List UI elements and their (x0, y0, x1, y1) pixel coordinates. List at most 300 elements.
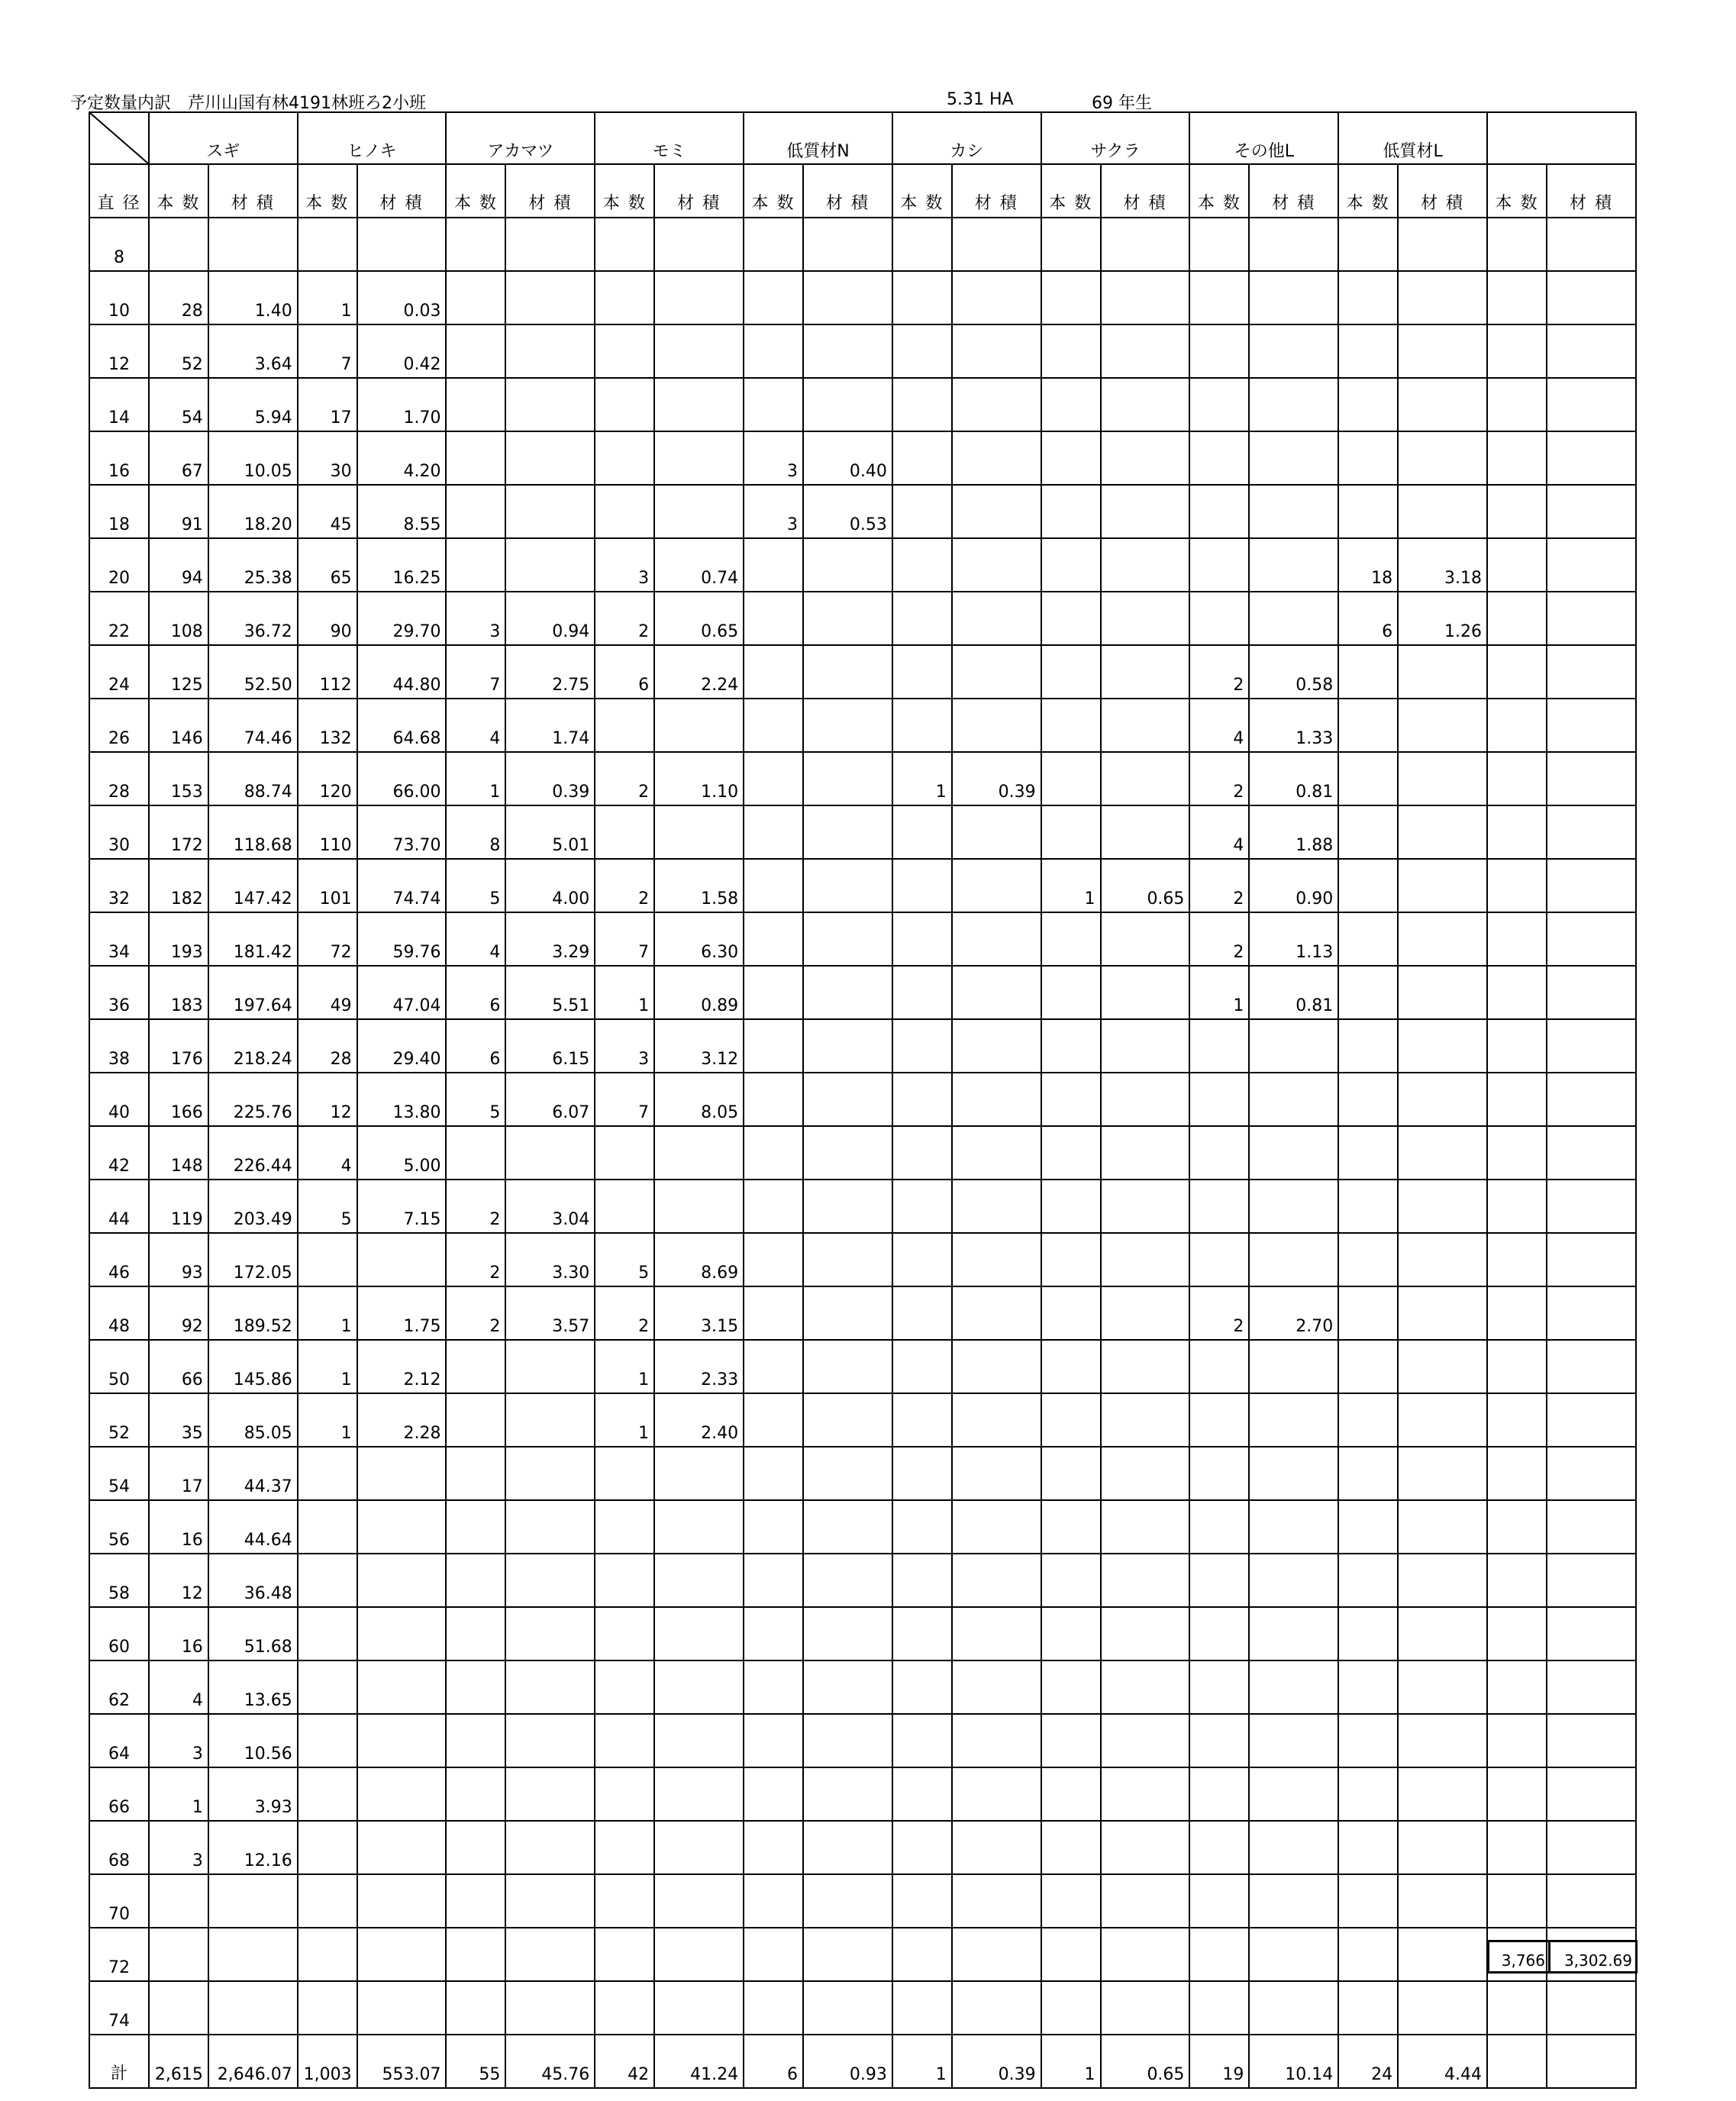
count-cell: 28 (149, 271, 208, 324)
count-cell (1189, 431, 1249, 485)
count-cell (1487, 1607, 1547, 1660)
count-cell (1338, 645, 1398, 699)
volume-cell (803, 1393, 892, 1447)
count-cell (1189, 1607, 1249, 1660)
volume-cell (1249, 1180, 1338, 1233)
volume-cell: 0.65 (1101, 859, 1190, 912)
count-cell (1041, 1767, 1101, 1821)
count-cell: 7 (446, 645, 505, 699)
volume-cell (1101, 1821, 1190, 1874)
volume-cell (505, 324, 595, 378)
count-cell (1338, 1660, 1398, 1714)
volume-cell (952, 1500, 1041, 1554)
volume-cell: 0.39 (952, 752, 1041, 805)
volume-header: 材 積 (505, 164, 595, 218)
volume-cell: 0.03 (357, 271, 447, 324)
count-cell: 2 (446, 1286, 505, 1340)
count-header: 本 数 (149, 164, 208, 218)
volume-header: 材 積 (1249, 164, 1338, 218)
count-cell (1487, 859, 1547, 912)
volume-cell: 85.05 (208, 1393, 298, 1447)
count-cell: 4 (149, 1660, 208, 1714)
count-cell (1338, 1340, 1398, 1393)
count-cell (1338, 1767, 1398, 1821)
volume-cell: 7.15 (357, 1180, 447, 1233)
volume-cell: 118.68 (208, 805, 298, 859)
diameter-cell: 60 (89, 1607, 149, 1660)
volume-cell (357, 1500, 447, 1554)
volume-cell: 47.04 (357, 966, 447, 1019)
table-row (89, 1660, 1636, 1714)
table-row (89, 1180, 1636, 1233)
count-cell (1338, 1821, 1398, 1874)
volume-cell (1547, 1500, 1636, 1554)
count-cell (1041, 752, 1101, 805)
count-cell (595, 1660, 654, 1714)
species-header (1487, 112, 1636, 164)
volume-cell (1398, 485, 1487, 538)
volume-cell (1249, 1073, 1338, 1126)
count-cell (298, 1767, 357, 1821)
count-cell (744, 218, 803, 271)
volume-cell (1101, 699, 1190, 752)
volume-header: 材 積 (803, 164, 892, 218)
count-header: 本 数 (1338, 164, 1398, 218)
volume-cell (952, 1073, 1041, 1126)
count-cell: 110 (298, 805, 357, 859)
volume-cell (1547, 324, 1636, 378)
count-cell (298, 1233, 357, 1286)
volume-cell (1249, 1874, 1338, 1928)
volume-cell (1249, 1233, 1338, 1286)
volume-cell (1249, 1821, 1338, 1874)
volume-cell: 197.64 (208, 966, 298, 1019)
count-cell: 7 (595, 912, 654, 966)
volume-cell (803, 1233, 892, 1286)
diameter-cell: 44 (89, 1180, 149, 1233)
volume-cell (505, 431, 595, 485)
count-cell: 1 (892, 752, 952, 805)
count-cell: 132 (298, 699, 357, 752)
volume-cell (505, 1126, 595, 1180)
volume-cell (952, 1340, 1041, 1393)
count-cell (1338, 1233, 1398, 1286)
volume-cell (654, 699, 744, 752)
volume-cell (654, 1874, 744, 1928)
diameter-cell: 72 (89, 1928, 149, 1981)
count-cell (1487, 805, 1547, 859)
count-cell (744, 1019, 803, 1073)
table-row (89, 1447, 1636, 1500)
count-cell: 1 (298, 1286, 357, 1340)
count-header: 本 数 (298, 164, 357, 218)
volume-cell (1249, 1660, 1338, 1714)
count-cell (1041, 1447, 1101, 1500)
count-cell (1041, 1607, 1101, 1660)
volume-cell (505, 1500, 595, 1554)
diameter-cell: 26 (89, 699, 149, 752)
count-cell: 4 (1189, 699, 1249, 752)
count-cell (1487, 1126, 1547, 1180)
count-cell (446, 218, 505, 271)
count-cell: 119 (149, 1180, 208, 1233)
volume-cell: 36.72 (208, 592, 298, 645)
count-cell (1041, 1126, 1101, 1180)
volume-cell (1398, 645, 1487, 699)
count-cell (595, 805, 654, 859)
volume-cell: 1.74 (505, 699, 595, 752)
species-header: その他L (1189, 112, 1338, 164)
volume-cell (1398, 1874, 1487, 1928)
volume-cell: 2.40 (654, 1393, 744, 1447)
volume-cell (952, 1660, 1041, 1714)
count-cell (1338, 859, 1398, 912)
grand-total-volume: 3,302.69 (1550, 1941, 1637, 1973)
count-cell: 17 (149, 1447, 208, 1500)
count-cell (892, 271, 952, 324)
volume-cell (1101, 1126, 1190, 1180)
count-cell (298, 1874, 357, 1928)
count-cell: 112 (298, 645, 357, 699)
count-cell (1189, 1981, 1249, 2035)
count-cell (744, 912, 803, 966)
volume-cell (1249, 1767, 1338, 1821)
count-cell: 67 (149, 431, 208, 485)
volume-header: 材 積 (357, 164, 447, 218)
count-cell (1487, 1447, 1547, 1500)
volume-cell (1101, 912, 1190, 966)
table-row (89, 592, 1636, 645)
count-cell: 12 (149, 1554, 208, 1607)
count-cell (892, 485, 952, 538)
count-cell: 2 (1189, 1286, 1249, 1340)
count-cell (1189, 1767, 1249, 1821)
count-cell: 1 (595, 966, 654, 1019)
volume-cell (803, 752, 892, 805)
volume-cell (952, 271, 1041, 324)
volume-cell (1249, 218, 1338, 271)
table-row (89, 859, 1636, 912)
count-cell (1487, 1393, 1547, 1447)
count-cell: 4 (1189, 805, 1249, 859)
volume-cell (952, 966, 1041, 1019)
volume-cell: 6.30 (654, 912, 744, 966)
volume-cell (1249, 1126, 1338, 1180)
volume-cell: 3.93 (208, 1767, 298, 1821)
volume-cell (654, 1928, 744, 1981)
count-cell (1338, 1286, 1398, 1340)
volume-cell: 3.15 (654, 1286, 744, 1340)
volume-cell (1249, 1928, 1338, 1981)
count-cell (1338, 1126, 1398, 1180)
diameter-cell: 48 (89, 1286, 149, 1340)
count-cell (595, 1126, 654, 1180)
count-cell (892, 805, 952, 859)
count-cell: 12 (298, 1073, 357, 1126)
table-row (89, 485, 1636, 538)
count-cell (1338, 699, 1398, 752)
volume-cell (1547, 1447, 1636, 1500)
volume-cell: 36.48 (208, 1554, 298, 1607)
volume-cell (952, 1286, 1041, 1340)
count-cell (1487, 485, 1547, 538)
volume-cell (1398, 1500, 1487, 1554)
total-volume-cell (1547, 2035, 1636, 2088)
volume-cell (952, 1393, 1041, 1447)
volume-cell (1398, 1607, 1487, 1660)
volume-cell (803, 966, 892, 1019)
volume-cell (357, 1233, 447, 1286)
count-cell (1041, 966, 1101, 1019)
count-cell (1487, 1554, 1547, 1607)
volume-cell (1398, 1767, 1487, 1821)
count-cell (1189, 271, 1249, 324)
diameter-cell: 14 (89, 378, 149, 431)
count-cell (1041, 1714, 1101, 1767)
volume-cell: 1.75 (357, 1286, 447, 1340)
count-cell (744, 1767, 803, 1821)
volume-cell: 16.25 (357, 538, 447, 592)
volume-cell: 6.15 (505, 1019, 595, 1073)
count-cell (595, 1714, 654, 1767)
volume-cell (1547, 271, 1636, 324)
count-cell (744, 1447, 803, 1500)
count-cell (1041, 1180, 1101, 1233)
volume-cell (952, 1981, 1041, 2035)
count-cell (446, 431, 505, 485)
count-cell (892, 1821, 952, 1874)
count-cell (298, 218, 357, 271)
count-cell (1487, 271, 1547, 324)
diameter-cell: 40 (89, 1073, 149, 1126)
count-cell: 3 (446, 592, 505, 645)
volume-cell (1101, 1180, 1190, 1233)
count-cell: 49 (298, 966, 357, 1019)
volume-table (89, 111, 1637, 2089)
volume-cell: 0.89 (654, 966, 744, 1019)
volume-cell (654, 1500, 744, 1554)
count-cell: 4 (446, 912, 505, 966)
count-cell (1041, 1874, 1101, 1928)
volume-cell: 2.12 (357, 1340, 447, 1393)
count-cell: 45 (298, 485, 357, 538)
species-header: アカマツ (446, 112, 595, 164)
volume-cell (1398, 1714, 1487, 1767)
count-cell (1041, 699, 1101, 752)
volume-cell: 1.70 (357, 378, 447, 431)
table-row (89, 1019, 1636, 1073)
count-cell: 3 (744, 485, 803, 538)
volume-cell (357, 1821, 447, 1874)
count-cell (1338, 1073, 1398, 1126)
count-cell: 35 (149, 1393, 208, 1447)
count-cell (892, 1447, 952, 1500)
diameter-cell: 36 (89, 966, 149, 1019)
volume-cell: 4.00 (505, 859, 595, 912)
volume-cell: 147.42 (208, 859, 298, 912)
count-cell (1189, 485, 1249, 538)
volume-cell: 172.05 (208, 1233, 298, 1286)
count-cell: 1 (149, 1767, 208, 1821)
volume-cell: 5.94 (208, 378, 298, 431)
volume-cell (803, 1554, 892, 1607)
age-label: 69 年生 (1092, 94, 1152, 113)
diameter-cell: 20 (89, 538, 149, 592)
volume-cell (208, 1874, 298, 1928)
count-cell (1041, 1393, 1101, 1447)
volume-cell (803, 805, 892, 859)
volume-cell: 52.50 (208, 645, 298, 699)
volume-cell (952, 1607, 1041, 1660)
count-cell (1338, 324, 1398, 378)
count-cell: 3 (149, 1714, 208, 1767)
count-cell (744, 1874, 803, 1928)
count-cell (1487, 1767, 1547, 1821)
volume-cell (803, 1019, 892, 1073)
count-cell (595, 1767, 654, 1821)
volume-cell (1547, 485, 1636, 538)
diameter-header: 直 径 (89, 164, 149, 218)
table-row (89, 1393, 1636, 1447)
total-count-cell: 24 (1338, 2035, 1398, 2088)
count-cell (446, 271, 505, 324)
count-cell (1338, 1874, 1398, 1928)
grand-total-count: 3,766 (1489, 1941, 1550, 1973)
count-cell (744, 592, 803, 645)
count-cell (1338, 1714, 1398, 1767)
total-volume-cell: 10.14 (1249, 2035, 1338, 2088)
volume-cell (1547, 1554, 1636, 1607)
volume-cell (1547, 1019, 1636, 1073)
volume-cell (1101, 1447, 1190, 1500)
count-cell (1041, 218, 1101, 271)
count-cell (1041, 1821, 1101, 1874)
volume-cell (1398, 1073, 1487, 1126)
count-cell (1338, 1180, 1398, 1233)
volume-cell (505, 218, 595, 271)
count-cell: 153 (149, 752, 208, 805)
count-cell (744, 1821, 803, 1874)
table-row (89, 1607, 1636, 1660)
volume-cell (505, 1340, 595, 1393)
count-cell (892, 859, 952, 912)
count-cell: 2 (595, 592, 654, 645)
count-cell (446, 1393, 505, 1447)
diameter-cell: 10 (89, 271, 149, 324)
count-cell: 2 (1189, 752, 1249, 805)
volume-cell: 18.20 (208, 485, 298, 538)
count-cell (1041, 1928, 1101, 1981)
count-cell (595, 1607, 654, 1660)
diameter-cell: 52 (89, 1393, 149, 1447)
volume-cell (1249, 271, 1338, 324)
count-cell (446, 1660, 505, 1714)
diameter-cell: 56 (89, 1500, 149, 1554)
count-cell (1189, 1340, 1249, 1393)
volume-cell (505, 271, 595, 324)
volume-cell (803, 1126, 892, 1180)
volume-cell (654, 1660, 744, 1714)
table-row (89, 699, 1636, 752)
diameter-cell: 46 (89, 1233, 149, 1286)
count-cell: 2 (595, 859, 654, 912)
page-title: 予定数量内訳 芹川山国有林4191林班ろ2小班 (70, 94, 426, 113)
count-cell (298, 1554, 357, 1607)
volume-cell (1101, 1607, 1190, 1660)
volume-cell (803, 1073, 892, 1126)
volume-cell (1101, 1981, 1190, 2035)
volume-cell (1249, 1554, 1338, 1607)
count-cell (1189, 592, 1249, 645)
count-cell (1487, 1019, 1547, 1073)
count-cell (595, 271, 654, 324)
count-cell: 16 (149, 1607, 208, 1660)
table-row (89, 1928, 1636, 1981)
count-cell (744, 645, 803, 699)
count-cell (892, 1928, 952, 1981)
volume-cell (803, 1340, 892, 1393)
count-cell (1189, 218, 1249, 271)
volume-cell (1398, 752, 1487, 805)
count-cell (892, 592, 952, 645)
count-cell: 2 (1189, 645, 1249, 699)
volume-cell (1101, 645, 1190, 699)
volume-cell: 3.30 (505, 1233, 595, 1286)
volume-cell: 1.40 (208, 271, 298, 324)
count-cell (446, 324, 505, 378)
count-cell (892, 1500, 952, 1554)
count-cell (1041, 1233, 1101, 1286)
count-cell (446, 378, 505, 431)
count-header: 本 数 (446, 164, 505, 218)
total-label: 計 (89, 2035, 149, 2088)
count-cell (1041, 271, 1101, 324)
volume-cell (505, 1714, 595, 1767)
volume-cell: 64.68 (357, 699, 447, 752)
count-cell (744, 1340, 803, 1393)
count-cell (892, 378, 952, 431)
volume-cell (654, 805, 744, 859)
count-header: 本 数 (892, 164, 952, 218)
count-cell (149, 218, 208, 271)
volume-cell (654, 1447, 744, 1500)
volume-cell: 226.44 (208, 1126, 298, 1180)
volume-cell: 203.49 (208, 1180, 298, 1233)
volume-cell (1398, 1393, 1487, 1447)
count-cell (1487, 1874, 1547, 1928)
total-volume-cell: 2,646.07 (208, 2035, 298, 2088)
count-cell (446, 1126, 505, 1180)
volume-cell: 13.65 (208, 1660, 298, 1714)
count-cell: 72 (298, 912, 357, 966)
count-cell: 182 (149, 859, 208, 912)
volume-cell (1101, 324, 1190, 378)
volume-cell (1101, 1714, 1190, 1767)
count-cell (1487, 1714, 1547, 1767)
count-cell (892, 966, 952, 1019)
volume-cell (1101, 1073, 1190, 1126)
count-cell (744, 1714, 803, 1767)
table-row (89, 912, 1636, 966)
count-cell (1487, 1073, 1547, 1126)
volume-cell: 0.58 (1249, 645, 1338, 699)
count-cell (1487, 324, 1547, 378)
count-cell (1338, 805, 1398, 859)
volume-cell (803, 1660, 892, 1714)
diameter-cell: 30 (89, 805, 149, 859)
volume-header: 材 積 (1398, 164, 1487, 218)
count-cell: 4 (298, 1126, 357, 1180)
